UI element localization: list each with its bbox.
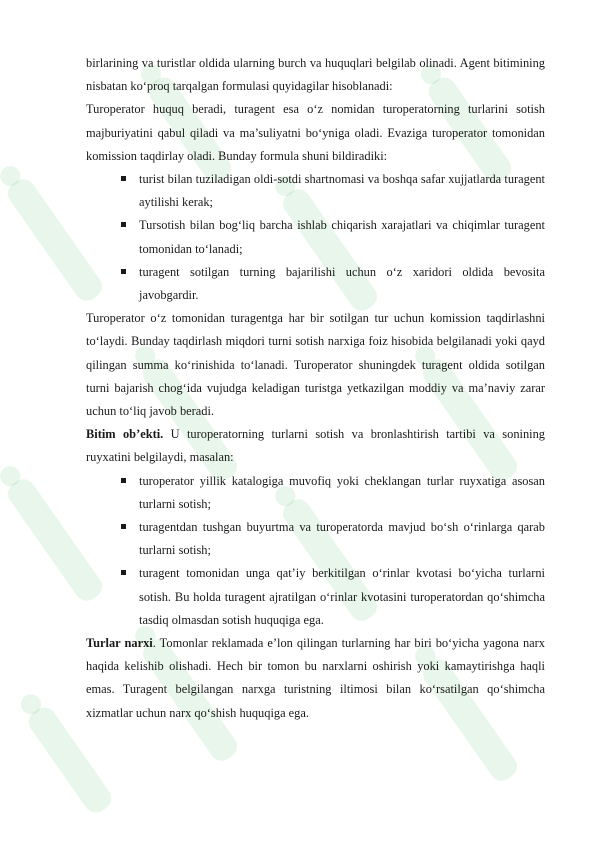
bullet-marker bbox=[121, 222, 126, 227]
paragraph-1: birlarining va turistlar oldida ularning burch va huquqlari belgilab olinadi. Agent bitimining nisbatan ko‘proq tarqalgan formulasi quyidagilar hisoblanadi: bbox=[86, 56, 545, 94]
bullet-marker bbox=[121, 176, 126, 181]
paragraph-3: Turoperator o‘z tomonidan turagentga har bir sotilgan tur uchun komission taqdirlashni to‘laydi. Bunday taqdirlash miqdori turni sotish narxiga foiz hisobida belgilanadi yoki qayd qilingan summa ko‘rinishida to‘lanadi. Turoperator shuningdek turagent oldida sotilgan turni bajarish chog‘ida vujudga keladigan turistga yetkazilgan moddiy va ma’naviy zarar uchun to‘liq javob beradi. bbox=[86, 311, 545, 419]
bullet-list-1 bbox=[86, 168, 545, 307]
bullet-marker bbox=[121, 570, 126, 575]
bullet-marker bbox=[121, 524, 126, 529]
bullet-marker bbox=[121, 269, 126, 274]
term-turlar-narxi: Turlar narxi bbox=[86, 636, 153, 651]
paragraph-4: Bitim ob’ekti. U turoperatorning turlarni sotish va bronlashtirish tartibi va sonining ruyxatini belgilaydi, masalan: bbox=[86, 427, 545, 465]
list-item: turagentdan tushgan buyurtma va turoperatorda mavjud bo‘sh o‘rinlarga qarab turlarni sotish; bbox=[139, 516, 545, 562]
paragraph-2: Turoperator huquq beradi, turagent esa o‘z nomidan turoperatorning turlarini sotish majburiyatini qabul qiladi va ma’suliyatni bo‘yniga oladi. Evaziga turoperator tomonidan komission taqdirlay oladi. Bunday formula shuni bildiradiki: bbox=[86, 102, 545, 163]
list-item: turist bilan tuziladigan oldi-sotdi shartnomasi va boshqa safar xujjatlarda turagent aytilishi kerak; bbox=[139, 168, 545, 214]
list-item: Tursotish bilan bog‘liq barcha ishlab chiqarish xarajatlari va chiqimlar turagent tomonidan to‘lanadi; bbox=[139, 214, 545, 260]
paragraph-5: Turlar narxi. Tomonlar reklamada e’lon qilingan turlarning har biri bo‘yicha yagona narx haqida kelishib olishadi. Hech bir tomon bu narxlarni oshirish yoki kamaytirishga haqli emas. Turagent belgilangan narxga turistning iltimosi bilan ko‘rsatilgan qo‘shimcha xizmatlar uchun narx qo‘shish huquqiga ega. bbox=[86, 636, 545, 720]
list-item: turagent tomonidan unga qat’iy berkitilgan o‘rinlar kvotasi bo‘yicha turlarni sotish. Bu holda turagent ajratilgan o‘rinlar kvotasini turoperatordan qo‘shimcha tasdiq olmasdan sotish huquqiga ega. bbox=[139, 562, 545, 632]
list-item: turoperator yillik katalogiga muvofiq yoki cheklangan turlar ruyxatiga asosan turlarni sotish; bbox=[139, 470, 545, 516]
bullet-list-2 bbox=[86, 470, 545, 632]
bullet-marker bbox=[121, 478, 126, 483]
term-bitim-obekti: Bitim ob’ekti. bbox=[86, 427, 164, 442]
list-item: turagent sotilgan turning bajarilishi uchun o‘z xaridori oldida bevosita javobgardir. bbox=[139, 261, 545, 307]
document-body bbox=[86, 52, 545, 725]
